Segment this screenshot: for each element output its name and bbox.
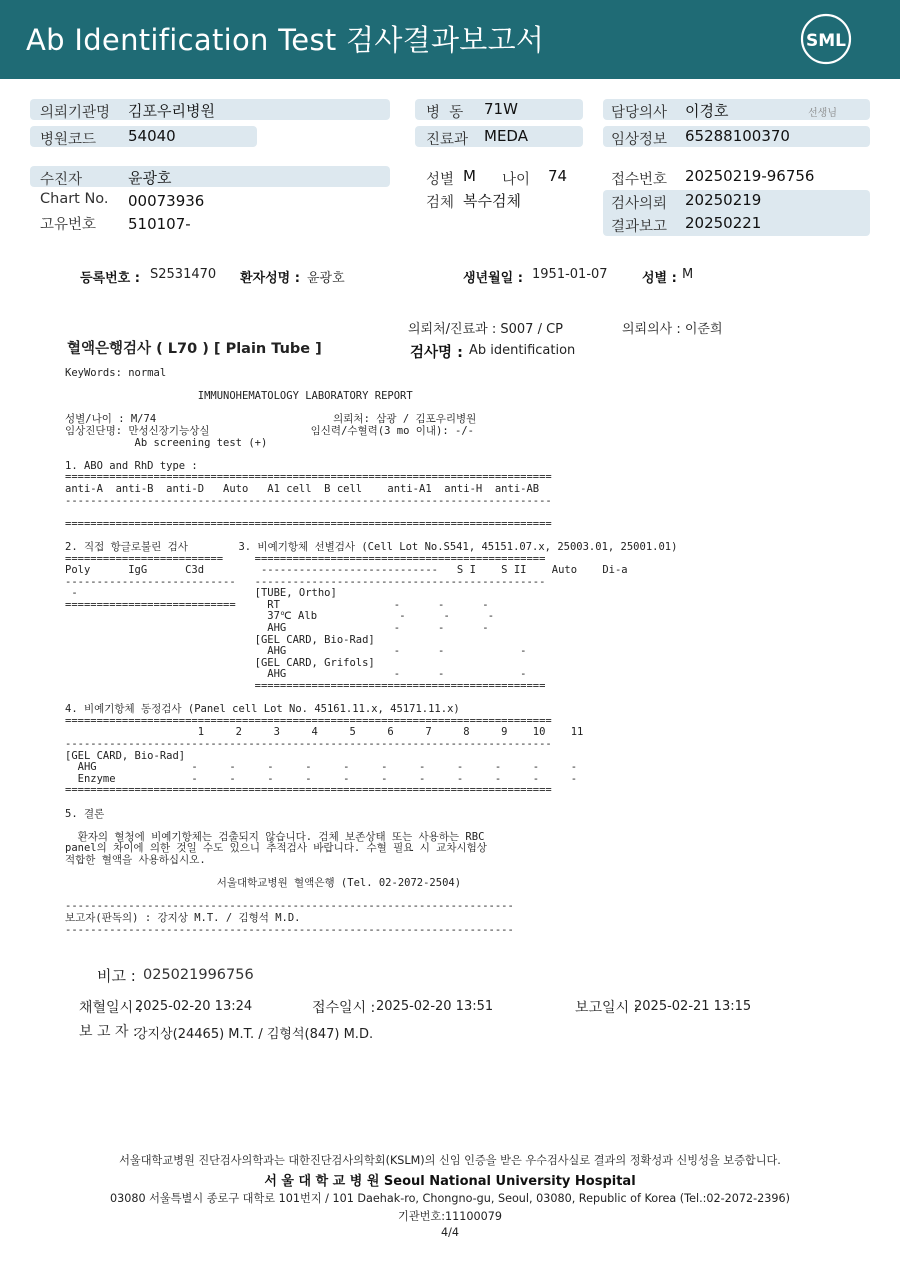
clinical-value: 65288100370 [685,127,790,145]
report-line: 2. 직접 항글로불린 검사 3. 비예기항체 선별검사 (Cell Lot No.S541, 45151.07.x, 25003.01, 25001.01) [65,540,678,553]
report-line: KeyWords: normal [65,368,167,379]
sex-label: 성별 [426,172,455,188]
report-line: AHG - - - - - - - - - - - [65,761,578,774]
dept-label: 진료과 [426,132,469,148]
institution-label: 의뢰기관명 [40,105,111,121]
hospital-code-label: 병원코드 [40,132,97,148]
report-line: ========================= ============================================== [65,552,546,565]
collect-label: 채혈일시 : [79,1000,143,1016]
page-number: 4/4 [440,1226,459,1239]
report-line [65,797,725,809]
report-line: IMMUNOHEMATOLOGY LABORATORY REPORT [65,390,413,403]
ward-value: 71W [484,100,518,118]
sex-label-2: 성별 : [642,271,677,286]
receipt-value: 20250219-96756 [685,167,815,185]
receive-label: 접수일시 : [312,1000,376,1016]
request-value: 20250219 [685,191,762,209]
test-name-value: Ab identification [469,343,576,358]
report-line: =========================== RT - - - [65,598,489,611]
requesting-doctor: 의뢰의사 : 이준희 [622,322,723,337]
report-header [0,0,900,79]
report-line: 5. 결론 [65,807,105,820]
age-label: 나이 [502,172,531,188]
report-line: - [TUBE, Ortho] [65,587,337,600]
chart-label: Chart No. [40,191,109,207]
remark-value: 025021996756 [143,967,254,983]
result-value: 20250221 [685,214,762,232]
age-value: 74 [548,167,568,185]
name-value: 윤광호 [307,271,345,286]
uid-label: 고유번호 [40,217,97,233]
report-line: [GEL CARD, Grifols] [65,656,375,669]
patient-label: 수진자 [40,172,83,188]
report-line: 성별/나이 : M/74 의뢰처: 삼광 / 김포우리병원 [65,413,477,426]
reg-label: 등록번호 : [80,271,140,286]
chart-value: 00073936 [128,192,205,210]
specimen-value: 복수검체 [463,192,521,210]
lab-report-body [65,368,725,936]
report-line: anti-A anti-B anti-D Auto A1 cell B cell anti-A1 anti-H anti-AB [65,482,540,495]
dob-value: 1951-01-07 [532,267,608,282]
name-label: 환자성명 : [240,271,300,286]
reporter-value: 강지상(24465) M.T. / 김형석(847) M.D. [135,1027,374,1042]
report-line: AHG - - - [65,645,527,658]
report-line: [GEL CARD, Bio-Rad] [65,633,375,646]
doctor-suffix: 선생님 [808,108,837,119]
report-line: panel의 차이에 의한 것일 수도 있으니 추적검사 바랍니다. 수혈 필요 시 교차시험상 [65,842,487,855]
sml-logo-icon [800,13,852,65]
report-label: 보고일시 : [575,1000,639,1016]
dob-label: 생년월일 : [463,271,523,286]
sex-value-2: M [682,267,694,282]
report-line: ----------------------------------------------------------------------- [65,900,514,913]
doctor-label: 담당의사 [611,105,668,121]
patient-value: 윤광호 [128,169,172,187]
page-title: Ab Identification Test 검사결과보고서 [26,23,545,57]
dept-line: 의뢰처/진료과 : S007 / CP [408,322,563,337]
report-line: Poly IgG C3d ---------------------------- S I S II Auto Di-a [65,564,628,577]
result-label: 결과보고 [611,219,668,235]
report-line: AHG - - - [65,622,489,635]
report-line: Enzyme - - - - - - - - - - - [65,772,578,785]
report-line: ----------------------------------------------------------------------- [65,923,514,936]
report-line: ============================================================================= [65,714,552,727]
report-line: 보고자(판독의) : 강지상 M.T. / 김형석 M.D. [65,911,301,924]
report-line: Ab screening test (+) [65,436,268,449]
report-line: 환자의 혈청에 비예기항체는 검출되지 않습니다. 검체 보존상태 또는 사용하는 RBC [65,830,485,843]
report-line: 서울대학교병원 혈액은행 (Tel. 02-2072-2504) [65,877,462,890]
receive-value: 2025-02-20 13:51 [376,999,494,1014]
report-line: [GEL CARD, Bio-Rad] [65,749,186,762]
test-name-label: 검사명 : [410,345,463,361]
doctor-value: 이경호 [685,102,729,120]
test-title: 혈액은행검사 ( L70 ) [ Plain Tube ] [67,341,322,357]
specimen-label: 검체 [426,195,455,211]
hospital-code-value: 54040 [128,127,176,145]
reg-value: S2531470 [150,267,217,282]
report-line: AHG - - - [65,668,527,681]
report-line: ============================================== [65,680,546,693]
org-code: 기관번호:11100079 [398,1210,502,1223]
institution-value: 김포우리병원 [128,102,215,120]
ward-label: 병 동 [426,105,464,121]
report-line: ============================================================================= [65,517,552,530]
report-line: --------------------------- ---------------------------------------------- [65,575,546,588]
request-label: 검사의뢰 [611,196,668,212]
address-line: 03080 서울특별시 종로구 대학로 101번지 / 101 Daehak-ro, Chongno-gu, Seoul, 03080, Republic of Korea (Tel.:02-2072-2396) [109,1192,791,1205]
collect-value: 2025-02-20 13:24 [135,999,253,1014]
sex-value: M [463,167,476,185]
svg-text:SML: SML [806,31,846,51]
reporter-label: 보 고 자 : [79,1024,138,1040]
hospital-name: 서 울 대 학 교 병 원 Seoul National University Hospital [264,1174,636,1189]
report-line: 1. ABO and RhD type : [65,459,198,472]
report-value: 2025-02-21 13:15 [634,999,752,1014]
report-line: 임상진단명: 만성신장기능상실 임신력/수혈력(3 mo 이내): -/- [65,424,474,437]
report-line: 37℃ Alb - - - [65,610,495,623]
report-line: ----------------------------------------------------------------------------- [65,738,552,750]
receipt-label: 접수번호 [611,172,668,188]
info-bar [30,166,390,187]
report-line [65,820,725,832]
report-line: 4. 비예기항체 동정검사 (Panel cell Lot No. 45161.11.x, 45171.11.x) [65,703,460,716]
report-line: ----------------------------------------------------------------------------- [65,494,552,507]
remark-label: 비고 : [97,967,136,985]
cert-line: 서울대학교병원 진단검사의학과는 대한진단검사의학회(KSLM)의 신임 인증을 받은 우수검사실로 결과의 정확성과 신빙성을 보증합니다. [119,1154,781,1167]
dept-value: MEDA [484,127,528,145]
report-line: 적합한 혈액을 사용하십시오. [65,853,206,866]
report-line: ============================================================================= [65,471,552,484]
clinical-label: 임상정보 [611,132,668,148]
report-line [65,507,725,519]
uid-value: 510107- [128,215,191,233]
report-line: 1 2 3 4 5 6 7 8 9 10 11 [65,726,584,739]
report-line [65,449,725,461]
report-line: ============================================================================= [65,784,552,797]
